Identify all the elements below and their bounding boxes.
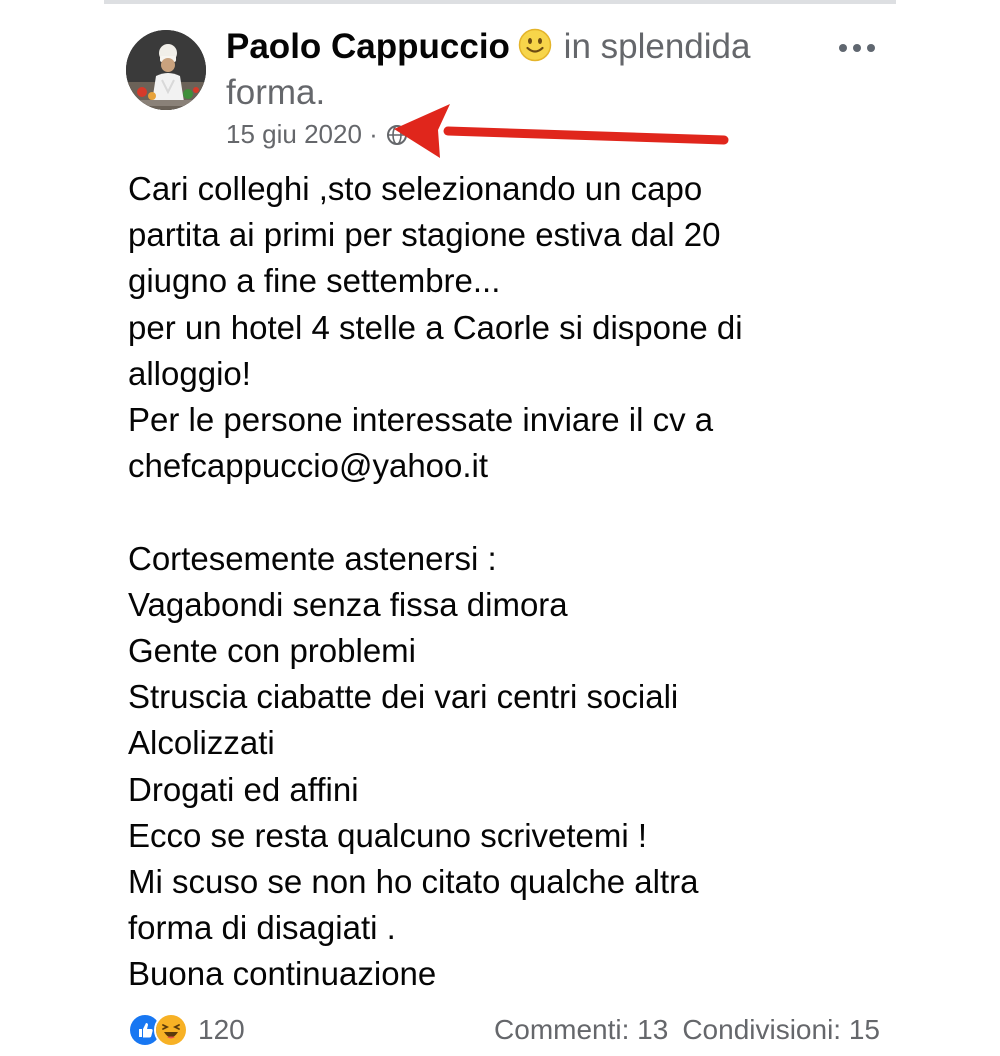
comments-count[interactable]: Commenti: 13 (494, 1014, 669, 1045)
post-body-line: Drogati ed affini (128, 770, 359, 808)
post-body-line: Alcolizzati (128, 724, 275, 762)
post-body-line: Cortesemente astenersi : (128, 539, 497, 577)
post-body-line: Vagabondi senza fissa dimora (128, 585, 568, 623)
post-body-line: Mi scuso se non ho citato qualche altra (128, 863, 699, 901)
post-body-line: per un hotel 4 stelle a Caorle si dispone di (128, 308, 743, 346)
reaction-count: 120 (198, 1014, 245, 1045)
smile-icon (518, 28, 552, 62)
post-date[interactable]: 15 giu 2020 · (226, 119, 378, 149)
author-name[interactable]: Paolo Cappuccio (226, 27, 510, 66)
post-body-line: forma di disagiati . (128, 909, 396, 947)
post-body-line: Per le persone interessate inviare il cv a (128, 401, 714, 439)
reaction-summary[interactable] (128, 1013, 245, 1047)
avatar-image (126, 30, 206, 110)
feeling-text: in splendida forma. (226, 27, 751, 112)
author-avatar[interactable] (126, 30, 206, 110)
post-body-line: partita ai primi per stagione estiva dal 20 (128, 216, 721, 254)
red-arrow-icon (390, 96, 730, 168)
email-link[interactable]: chefcappuccio@yahoo.it (128, 447, 489, 485)
post-body-line: Ecco se resta qualcuno scrivetemi ! (128, 816, 648, 854)
post-body-spacer (128, 489, 948, 535)
more-dot (853, 44, 861, 52)
post-meta (226, 116, 408, 152)
shares-count[interactable]: Condivisioni: 15 (682, 1014, 880, 1045)
post-body (128, 166, 948, 998)
more-options-icon[interactable] (832, 30, 882, 66)
post-body-line: Buona continuazione (128, 955, 437, 993)
post-body-line: Cari colleghi ,sto selezionando un capo (128, 170, 703, 207)
post-body-line: giugno a fine settembre... (128, 262, 501, 300)
more-dot (867, 44, 875, 52)
post-body-line: alloggio! (128, 354, 251, 392)
more-dot (839, 44, 847, 52)
post-body-line: Struscia ciabatte dei vari centri sociali (128, 678, 679, 716)
engagement-counts (494, 1014, 880, 1046)
post-body-line: Gente con problemi (128, 632, 416, 670)
post-footer (128, 1008, 880, 1052)
haha-icon (154, 1013, 188, 1047)
